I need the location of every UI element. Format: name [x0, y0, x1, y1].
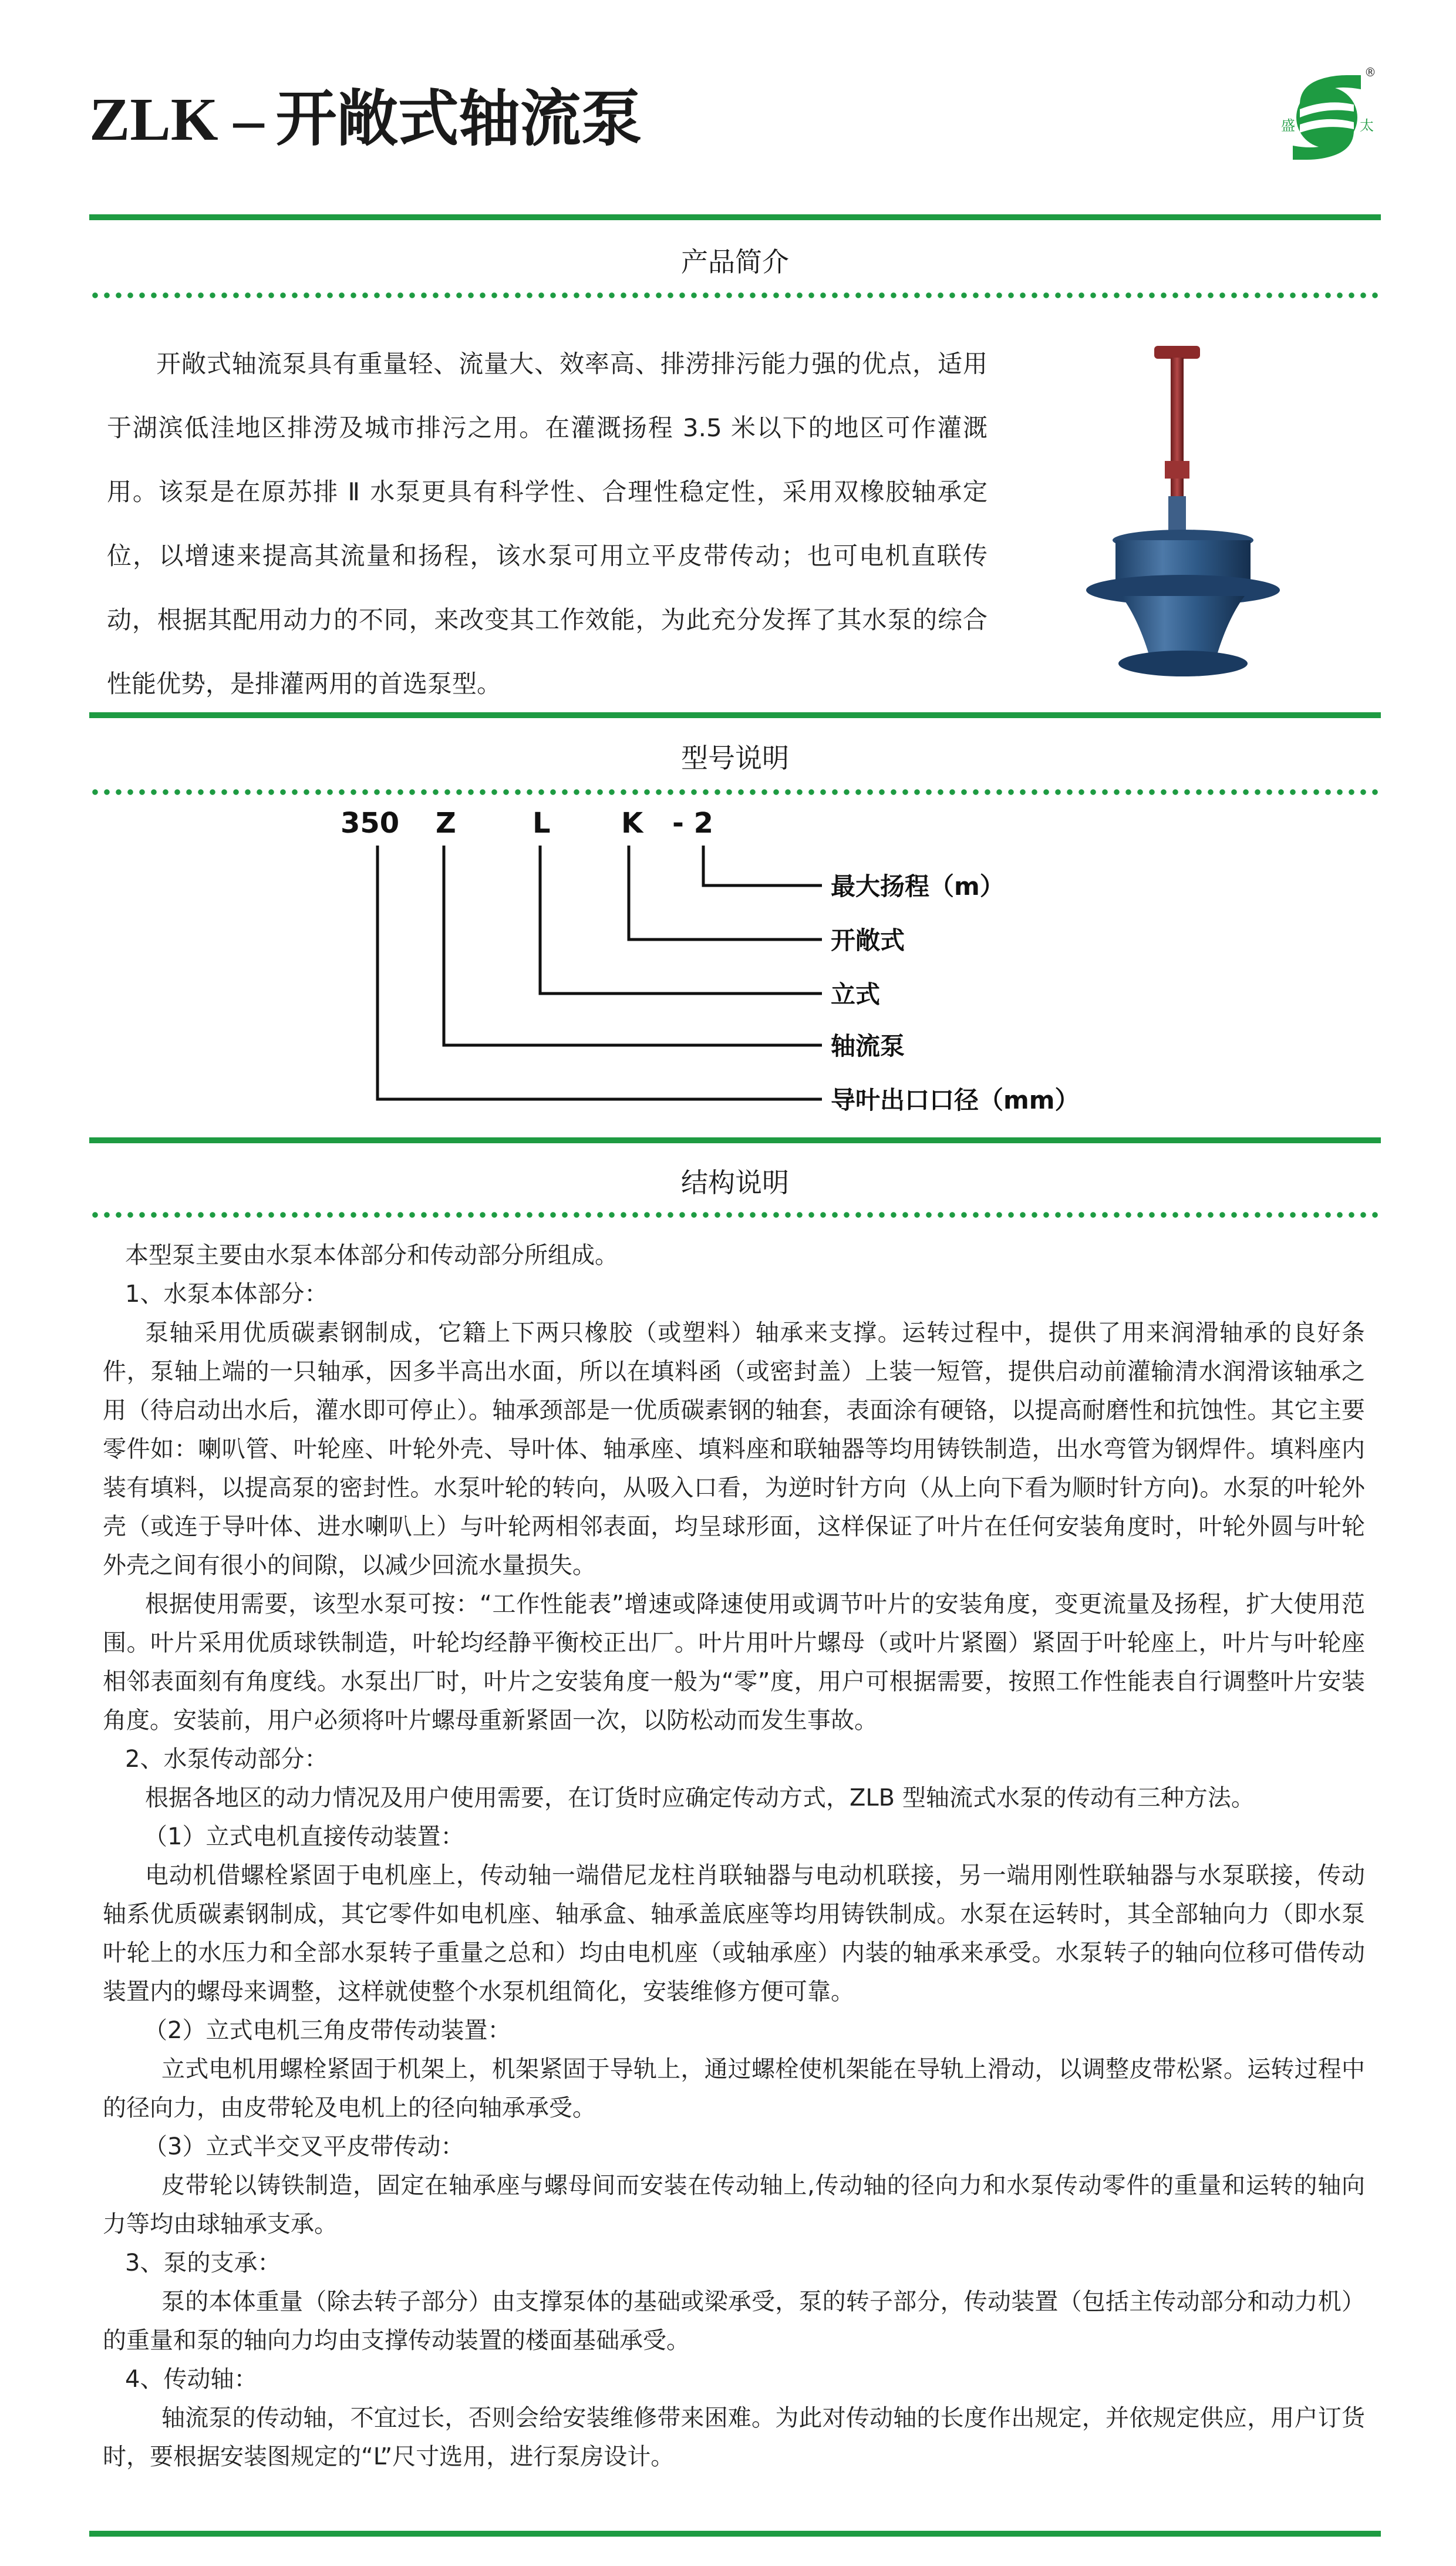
structure-body — [103, 1236, 1365, 2476]
leader-line-k — [629, 846, 822, 939]
section-heading-intro: 产品简介 — [681, 246, 789, 278]
leader-line-head — [703, 846, 822, 885]
structure-intro: 本型泵主要由水泵本体部分和传动部分所组成。 — [125, 1242, 618, 1269]
paragraph-drive-shaft: 轴流泵的传动轴，不宜过长，否则会给安装维修带来困难。为此对传动轴的长度作出规定，并依规定供应，用户订货时，要根据安装图规定的“L”尺寸选用，进行泵房设计。 — [103, 2405, 1365, 2470]
paragraph-transmission-methods: 根据各地区的动力情况及用户使用需要，在订货时应确定传动方式，ZLB 型轴流式水泵的传动有三种方法。 — [145, 1784, 1255, 1811]
registered-mark: ® — [1364, 65, 1376, 79]
model-code-head: - 2 — [672, 807, 714, 840]
divider-model — [89, 712, 1381, 718]
label-open-type: 开敞式 — [831, 926, 905, 955]
pump-bearing-sleeve — [1165, 461, 1189, 479]
paragraph-direct-drive: 电动机借螺栓紧固于电机座上，传动轴一端借尼龙柱肖联轴器与电动机联接，另一端用刚性联轴器与水泵联接，传动轴系优质碳素钢制成，其它零件如电机座、轴承盒、轴承盖底座等均用铸铁制成。水泵在运转时，其全部轴向力（即水泵叶轮上的水压力和全部水泵转子重量之总和）均由电机座（或轴承座）内装的轴承来承受。水泵转子的轴向位移可借传动装置内的螺母来调整，这样就使整个水泵机组简化，安装维修方便可靠。 — [103, 1862, 1365, 2005]
axial-flow-pump-photo — [1080, 344, 1286, 696]
subheading-drive-shaft: 4、传动轴： — [125, 2366, 258, 2393]
title-model-code: ZLK – — [89, 86, 264, 153]
label-max-head: 最大扬程（m） — [831, 872, 1005, 901]
pump-inlet-flange — [1118, 651, 1248, 676]
subheading-pump-body: 1、水泵本体部分： — [125, 1281, 328, 1308]
section-heading-structure: 结构说明 — [681, 1167, 789, 1198]
subheading-transmission: 2、水泵传动部分： — [125, 1746, 328, 1773]
dotted-divider-structure — [89, 1211, 1381, 1218]
logo-char-left: 盛 — [1281, 117, 1295, 134]
paragraph-flat-belt: 皮带轮以铸铁制造，固定在轴承座与螺母间而安装在传动轴上,传动轴的径向力和水泵传动零件的重量和运转的轴向力等均由球轴承支承。 — [103, 2172, 1365, 2238]
pump-coupling — [1154, 346, 1200, 359]
subheading-support: 3、泵的支承： — [125, 2250, 281, 2277]
label-axial-pump: 轴流泵 — [831, 1032, 905, 1060]
model-code-k: K — [621, 807, 643, 840]
paragraph-blade-angle: 根据使用需要，该型水泵可按：“工作性能表”增速或降速使用或调节叶片的安装角度，变更流量及扬程，扩大使用范围。叶片采用优质球铁制造，叶轮均经静平衡校正出厂。叶片用叶片螺母（或叶片紧圈）紧固于叶轮座上，叶片与叶轮座相邻表面刻有角度线。水泵出厂时，叶片之安装角度一般为“零”度，用户可根据需要，按照工作性能表自行调整叶片安装角度。安装前，用户必须将叶片螺母重新紧固一次，以防松动而发生事故。 — [103, 1591, 1365, 1734]
dotted-divider-model — [89, 789, 1381, 796]
label-vertical: 立式 — [831, 980, 881, 1009]
title-product-name: 开敞式轴流泵 — [275, 83, 642, 154]
page-title — [89, 83, 642, 154]
intro-text: 开敞式轴流泵具有重量轻、流量大、效率高、排涝排污能力强的优点，适用于湖滨低洼地区排涝及城市排污之用。在灌溉扬程 3.5 米以下的地区可作灌溉用。该泵是在原苏排 Ⅱ 水泵更具有科学性、合理性稳定性，采用双橡胶轴承定位，以增速来提高其流量和扬程，该水泵可用立平皮带传动；也可电机直联传动，根据其配用动力的不同，来改变其工作效能，为此充分发挥了其水泵的综合性能优势，是排灌两用的首选泵型。 — [107, 349, 987, 698]
model-code-diagram — [329, 799, 1151, 1127]
subheading-direct-drive: （1）立式电机直接传动装置： — [144, 1823, 464, 1850]
divider-structure — [89, 1137, 1381, 1143]
intro-paragraph — [107, 332, 987, 716]
leader-line-l — [540, 846, 822, 994]
paragraph-support: 泵的本体重量（除去转子部分）由支撑泵体的基础或梁承受，泵的转子部分，传动装置（包括主传动部分和动力机）的重量和泵的轴向力均由支撑传动装置的楼面基础承受。 — [103, 2288, 1365, 2354]
logo-char-right: 太 — [1360, 117, 1374, 134]
model-code-l: L — [532, 807, 551, 840]
dotted-divider-intro — [89, 292, 1381, 299]
subheading-v-belt: （2）立式电机三角皮带传动装置： — [144, 2017, 511, 2044]
divider-bottom — [89, 2531, 1381, 2537]
leader-line-z — [444, 846, 822, 1045]
model-code-z: Z — [436, 807, 456, 840]
section-heading-model: 型号说明 — [681, 742, 789, 774]
sheng-tai-s-logo — [1273, 63, 1381, 171]
label-outlet-caliber: 导叶出口口径（mm） — [831, 1086, 1080, 1114]
divider-top — [89, 214, 1381, 220]
paragraph-v-belt: 立式电机用螺栓紧固于机架上，机架紧固于导轨上，通过螺栓使机架能在导轨上滑动，以调整皮带松紧。运转过程中的径向力，由皮带轮及电机上的径向轴承承受。 — [103, 2056, 1365, 2122]
model-code-caliber: 350 — [341, 807, 400, 840]
paragraph-pump-shaft: 泵轴采用优质碳素钢制成，它籍上下两只橡胶（或塑料）轴承来支撑。运转过程中，提供了用来润滑轴承的良好条件，泵轴上端的一只轴承，因多半高出水面，所以在填料函（或密封盖）上装一短管，提供启动前灌输清水润滑该轴承之用（待启动出水后，灌水即可停止）。轴承颈部是一优质碳素钢的轴套，表面涂有硬铬，以提高耐磨性和抗蚀性。其它主要零件如：喇叭管、叶轮座、叶轮外壳、导叶体、轴承座、填料座和联轴器等均用铸铁制造，出水弯管为钢焊件。填料座内装有填料，以提高泵的密封性。水泵叶轮的转向，从吸入口看，为逆时针方向（从上向下看为顺时针方向)。水泵的叶轮外壳（或连于导叶体、进水喇叭上）与叶轮两相邻表面，均呈球形面，这样保证了叶片在任何安装角度时，叶轮外圆与叶轮外壳之间有很小的间隙，以减少回流水量损失。 — [103, 1319, 1365, 1579]
subheading-flat-belt: （3）立式半交叉平皮带传动： — [144, 2133, 464, 2160]
pump-shaft — [1171, 358, 1184, 504]
